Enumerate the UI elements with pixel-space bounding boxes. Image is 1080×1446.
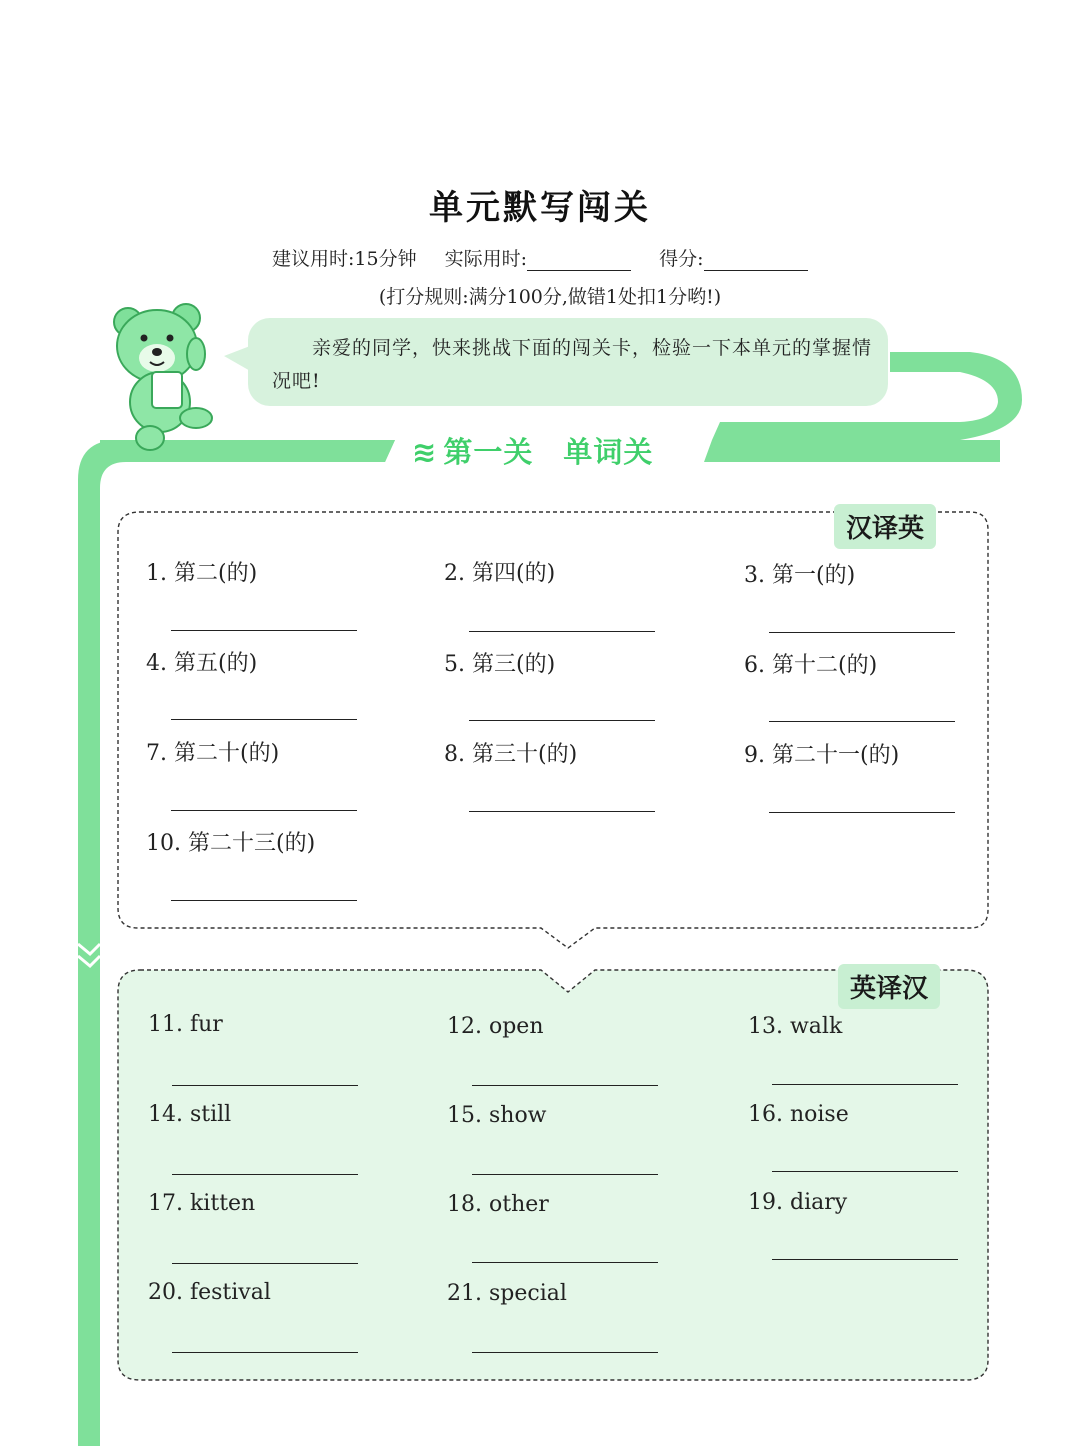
question-item: 9. 第二十一(的) (744, 743, 900, 768)
section-label-en-cn: 英译汉 (838, 964, 940, 1009)
box-en-cn (118, 970, 988, 1380)
answer-line[interactable] (172, 1174, 358, 1175)
answer-line[interactable] (172, 1263, 358, 1264)
actual-time-label: 实际用时: (444, 248, 528, 270)
question-item: 7. 第二十(的) (146, 741, 280, 766)
question-item: 6. 第十二(的) (744, 653, 878, 678)
answer-line[interactable] (469, 720, 655, 721)
answer-line[interactable] (469, 811, 655, 812)
question-item: 14. still (148, 1102, 232, 1127)
actual-time-blank[interactable] (527, 251, 631, 271)
answer-line[interactable] (769, 721, 955, 722)
suggested-time: 建议用时:15分钟 (272, 248, 417, 270)
title-band-right (704, 440, 1000, 462)
question-item: 13. walk (748, 1014, 843, 1039)
bear-mascot-icon (114, 304, 212, 450)
question-item: 10. 第二十三(的) (146, 831, 316, 856)
answer-line[interactable] (171, 630, 357, 631)
answer-line[interactable] (171, 719, 357, 720)
answer-line[interactable] (472, 1352, 658, 1353)
answer-line[interactable] (772, 1259, 958, 1260)
stage-title (412, 430, 653, 471)
answer-line[interactable] (172, 1085, 358, 1086)
meta-line (272, 244, 808, 271)
answer-line[interactable] (469, 631, 655, 632)
answer-line[interactable] (171, 900, 357, 901)
section-label-cn-en: 汉译英 (834, 504, 936, 549)
score-label: 得分: (659, 248, 704, 270)
answer-line[interactable] (472, 1174, 658, 1175)
answer-line[interactable] (472, 1085, 658, 1086)
answer-line[interactable] (772, 1171, 958, 1172)
stage-name: 第一关 (443, 435, 534, 469)
question-item: 15. show (447, 1103, 547, 1128)
answer-line[interactable] (772, 1084, 958, 1085)
question-item: 12. open (447, 1014, 544, 1039)
question-item: 2. 第四(的) (444, 561, 556, 586)
answer-line[interactable] (172, 1352, 358, 1353)
question-item: 20. festival (148, 1280, 271, 1305)
question-item: 19. diary (748, 1190, 848, 1215)
page-title: 单元默写闯关 (429, 188, 651, 228)
answer-line[interactable] (769, 812, 955, 813)
answer-line[interactable] (472, 1262, 658, 1263)
answer-line[interactable] (769, 632, 955, 633)
intro-text: 亲爱的同学，快来挑战下面的闯关卡，检验一下本单元的掌握情况吧! (272, 337, 873, 392)
question-item: 1. 第二(的) (146, 561, 258, 586)
question-item: 16. noise (748, 1102, 849, 1127)
question-item: 3. 第一(的) (744, 563, 856, 588)
question-item: 17. kitten (148, 1191, 256, 1216)
score-blank[interactable] (704, 251, 808, 271)
question-item: 8. 第三十(的) (444, 742, 578, 767)
wave-icon: ≋ (412, 435, 438, 469)
scoring-rule: (打分规则:满分100分,做错1处扣1分哟!) (378, 286, 722, 308)
question-item: 18. other (447, 1192, 549, 1217)
question-item: 4. 第五(的) (146, 651, 258, 676)
question-item: 21. special (447, 1281, 567, 1306)
stage-subtitle: 单词关 (563, 435, 654, 469)
question-item: 11. fur (148, 1012, 223, 1037)
question-item: 5. 第三(的) (444, 652, 556, 677)
answer-line[interactable] (171, 810, 357, 811)
